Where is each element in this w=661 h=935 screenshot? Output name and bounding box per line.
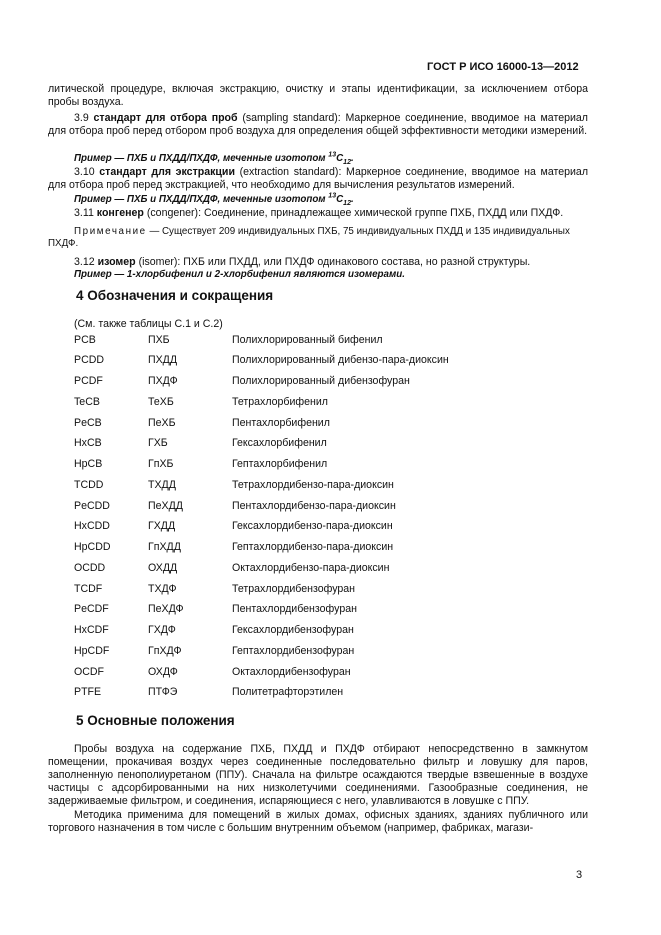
abbr-description: Тетрахлорбифенил [232,396,328,408]
example-3-12: Пример — 1-хлорбифенил и 2-хлорбифенил являются изомерами. [74,269,405,280]
abbr-description: Пентахлорбифенил [232,417,330,429]
definition-text: (congener): Соединение, принадлежащее химической группе ПХБ, ПХДД или ПХДФ. [146,207,564,219]
abbr-en: HpCDD [74,541,111,553]
abbr-ru: ГХДФ [148,624,176,636]
abbr-en: PCDD [74,354,105,366]
note-label: Примечание [74,226,147,237]
section-5-heading: 5 Основные положения [76,713,235,728]
abbr-en: HxCDF [74,624,109,636]
note-3-11 [48,226,588,250]
definition-term: стандарт для отбора проб [93,112,238,124]
abbr-description: Пентахлордибензофуран [232,603,357,615]
abbr-description: Политетрафторэтилен [232,686,344,698]
abbr-ru: ПеХБ [148,417,176,429]
abbr-en: PeCDF [74,603,109,615]
abbr-en: HxCB [74,437,102,449]
definition-term: конгенер [96,207,144,219]
abbr-en: HpCDF [74,645,110,657]
abbr-description: Тетрахлордибензо-пара-диоксин [232,479,394,491]
definition-number: 3.10 [74,166,95,178]
see-also-note: (См. также таблицы С.1 и С.2) [74,318,223,330]
abbr-ru: ТХДФ [148,583,177,595]
definition-text: (isomer): ПХБ или ПХДД, или ПХДФ одинакового состава, но разной структуры. [138,256,531,268]
isotope-mass: 13 [328,192,337,200]
abbr-description: Гексахлордибензо-пара-диоксин [232,520,393,532]
definition-number: 3.9 [74,112,89,124]
abbr-ru: ГпХДД [148,541,181,553]
abbr-ru: ПеХДФ [148,603,184,615]
section-5-paragraph-1: Пробы воздуха на содержание ПХБ, ПХДД и ПХДФ отбирают непосредственно в замкнутом помещении, прокачивая воздух через соединенные последовательно фильтр и ловушку для паров, заполненную пенополиуретаном (ППУ). Сначала на фильтре осаждаются твердые взвешенные в воздухе частицы с адсорбированными на них низколетучими соединениями. Газообразные соединения, не задерживаемые фильтром, и соединения, испаряющиеся с него, улавливаются в ловушке с ППУ. [48,743,588,807]
abbr-ru: ТХДД [148,479,176,491]
abbr-en: PCB [74,334,96,346]
definition-number: 3.12 [74,256,95,268]
abbr-description: Полихлорированный дибензо-пара-диоксин [232,354,449,366]
example-3-9: Пример — ПХБ и ПХДД/ПХДФ, меченные изотопом $^{13}C_{12}$. [74,151,354,166]
abbr-description: Октахлордибензофуран [232,666,351,678]
abbr-en: HpCB [74,458,103,470]
intro-continuation: литической процедуре, включая экстракцию, очистку и этапы идентификации, за исключением отбора пробы воздуха. [48,83,588,108]
abbr-ru: ОХДФ [148,666,178,678]
abbr-en: OCDF [74,666,105,678]
abbr-ru: ПеХДД [148,500,183,512]
section-4-heading: 4 Обозначения и сокращения [76,288,274,303]
isotope-subscript: 12 [343,158,351,166]
abbr-ru: ГпХДФ [148,645,182,657]
abbr-description: Гептахлордибензо-пара-диоксин [232,541,394,553]
abbr-description: Полихлорированный дибензофуран [232,375,410,387]
document-header: ГОСТ Р ИСО 16000-13—2012 [427,61,579,73]
abbr-en: TCDF [74,583,103,595]
abbr-description: Полихлорированный бифенил [232,334,383,346]
abbr-ru: ТеХБ [148,396,174,408]
abbr-en: PeCDD [74,500,110,512]
abbr-en: PeCB [74,417,102,429]
example-text: Пример — ПХБ и ПХДД/ПХДФ, меченные изотопом [74,194,326,205]
definition-text: (sampling standard): Маркерное соединение, вводимое на материал для отбора проб перед отбором проб воздуха для определения общей эффективности методики измерений. [48,112,588,137]
definition-3-11 [48,207,588,220]
abbr-ru: ПХДФ [148,375,178,387]
definition-text: (extraction standard): Маркерное соединение, вводимое на материал для отбора проб перед экстракцией, что необходимо для вычисления результатов измерений. [48,166,589,191]
page-number: 3 [576,869,583,881]
definition-3-10 [48,166,588,192]
abbr-en: OCDD [74,562,106,574]
definition-term: изомер [97,256,136,268]
isotope-symbol: C [336,194,344,205]
abbr-description: Пентахлордибензо-пара-диоксин [232,500,396,512]
definition-term: стандарт для экстракции [99,166,235,178]
definition-3-9 [48,112,588,138]
abbr-en: TCDD [74,479,104,491]
abbr-description: Гептахлордибензофуран [232,645,355,657]
note-text: — Существует 209 индивидуальных ПХБ, 75 индивидуальных ПХДД и 135 индивидуальных ПХДФ. [48,226,570,249]
definition-number: 3.11 [74,207,94,219]
isotope-subscript: 12 [343,199,351,207]
example-3-10: Пример — ПХБ и ПХДД/ПХДФ, меченные изотопом $^{13}C_{12}$. [74,192,354,207]
abbr-en: PCDF [74,375,103,387]
abbr-en: HxCDD [74,520,110,532]
abbr-ru: ОХДД [148,562,178,574]
section-5-paragraph-2: Методика применима для помещений в жилых домах, офисных зданиях, зданиях публичного или торгового назначения в том числе с большим внутренним объемом (например, фабриках, магази- [48,809,588,834]
abbr-description: Гексахлорбифенил [232,437,327,449]
abbr-ru: ГХДД [148,520,176,532]
abbr-description: Гексахлордибензофуран [232,624,354,636]
example-text: Пример — ПХБ и ПХДД/ПХДФ, меченные изотопом [74,153,326,164]
isotope-mass: 13 [328,151,337,159]
isotope-symbol: C [336,153,344,164]
abbr-ru: ГХБ [148,437,168,449]
abbr-en: TeCB [74,396,100,408]
abbr-ru: ГпХБ [148,458,174,470]
abbr-en: PTFE [74,686,102,698]
abbr-ru: ПХДД [148,354,178,366]
abbr-ru: ПХБ [148,334,170,346]
abbr-description: Тетрахлордибензофуран [232,583,356,595]
abbr-description: Гептахлорбифенил [232,458,328,470]
abbr-description: Октахлордибензо-пара-диоксин [232,562,390,574]
abbr-ru: ПТФЭ [148,686,178,698]
